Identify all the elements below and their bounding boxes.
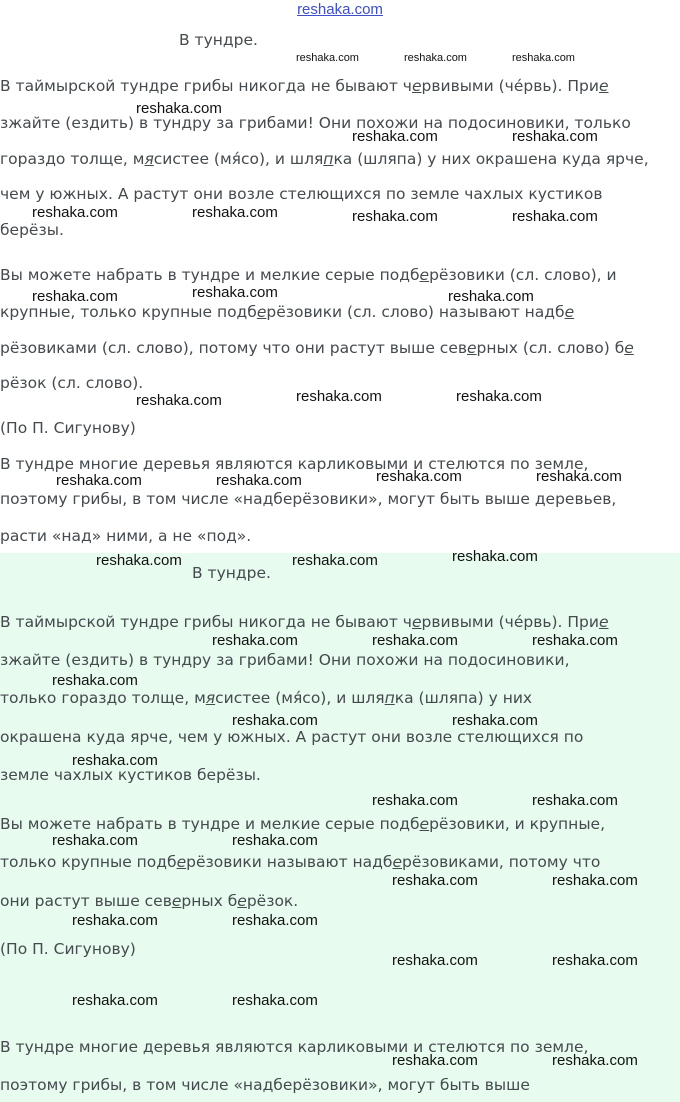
watermark: reshaka.com [552,1052,638,1069]
watermark: reshaka.com [72,992,158,1009]
inserted-letter: е [237,892,247,910]
watermark: reshaka.com [392,952,478,969]
watermark: reshaka.com [392,872,478,889]
watermark: reshaka.com [192,284,278,301]
section-title: В тундре. [192,564,271,582]
watermark: reshaka.com [216,472,302,489]
watermark: reshaka.com [456,388,542,405]
watermark: reshaka.com [296,388,382,405]
inserted-letter: п [323,150,334,168]
inserted-letter: е [624,339,634,357]
watermark: reshaka.com [32,204,118,221]
watermark: reshaka.com [512,128,598,145]
watermark: reshaka.com [352,208,438,225]
text-line: В таймырской тундре грибы никогда не бывают червивыми (че́рвь). Прие [0,613,609,631]
text-line: поэтому грибы, в том числе «надберёзовики», могут быть выше деревьев, [0,490,617,508]
inserted-letter: я [144,150,154,168]
inserted-letter: е [467,339,477,357]
text-line: Вы можете набрать в тундре и мелкие серые подберёзовики (сл. слово), и [0,266,617,284]
watermark: reshaka.com [192,204,278,221]
inserted-letter: е [256,303,267,321]
text-line: только гораздо толще, мясистее (мя́со), и шляпка (шляпа) у них [0,689,533,707]
watermark: reshaka.com [52,832,138,849]
watermark: reshaka.com [552,872,638,889]
site-link[interactable]: reshaka.com [297,1,383,18]
inserted-letter: е [419,815,430,833]
inserted-letter: п [384,689,395,707]
section-title: В тундре. [179,31,258,49]
watermark: reshaka.com [512,208,598,225]
source-credit: (По П. Сигунову) [0,419,136,437]
watermark: reshaka.com [532,632,618,649]
text-line: земле чахлых кустиков берёзы. [0,766,261,784]
watermark: reshaka.com [72,752,158,769]
watermark: reshaka.com [536,468,622,485]
watermark: reshaka.com [136,392,222,409]
inserted-letter: е [419,266,430,284]
text-line: окрашена куда ярче, чем у южных. А растут они возле стелющихся по [0,728,584,746]
watermark: reshaka.com [512,52,575,64]
watermark: reshaka.com [552,952,638,969]
text-line: В таймырской тундре грибы никогда не бывают червивыми (че́рвь). Прие [0,77,609,95]
inserted-letter: е [598,77,609,95]
watermark: reshaka.com [352,128,438,145]
watermark: reshaka.com [452,548,538,565]
text-line: чем у южных. А растут они возле стелющихся по земле чахлых кустиков [0,185,603,203]
watermark: reshaka.com [452,712,538,729]
inserted-letter: е [598,613,609,631]
watermark: reshaka.com [372,792,458,809]
watermark: reshaka.com [96,552,182,569]
text-line: только крупные подберёзовики называют надберёзовиками, потому что [0,853,601,871]
watermark: reshaka.com [404,52,467,64]
watermark: reshaka.com [32,288,118,305]
text-line: Вы можете набрать в тундре и мелкие серые подберёзовики, и крупные, [0,815,606,833]
watermark: reshaka.com [392,1052,478,1069]
watermark: reshaka.com [532,792,618,809]
inserted-letter: е [564,303,575,321]
watermark: reshaka.com [232,712,318,729]
watermark: reshaka.com [296,52,359,64]
text-line: они растут выше северных берёзок. [0,892,299,910]
watermark: reshaka.com [232,992,318,1009]
watermark: reshaka.com [372,632,458,649]
watermark: reshaka.com [212,632,298,649]
watermark: reshaka.com [232,832,318,849]
source-credit: (По П. Сигунову) [0,940,136,958]
inserted-letter: е [176,853,187,871]
watermark: reshaka.com [448,288,534,305]
watermark: reshaka.com [52,672,138,689]
watermark: reshaka.com [56,472,142,489]
text-line: В тундре многие деревья являются карликовыми и стелются по земле, [0,1038,589,1056]
text-line: рёзовиками (сл. слово), потому что они растут выше северных (сл. слово) бе [0,339,634,357]
text-line: зжайте (ездить) в тундру за грибами! Они похожи на подосиновики, только [0,114,631,132]
inserted-letter: е [411,77,422,95]
inserted-letter: е [411,613,422,631]
inserted-letter: я [205,689,216,707]
text-line: рёзок (сл. слово). [0,374,144,392]
text-line: гораздо толще, мясистее (мя́со), и шляпка (шляпа) у них окрашена куда ярче, [0,150,649,168]
watermark: reshaka.com [136,100,222,117]
watermark: reshaka.com [232,912,318,929]
text-line: расти «над» ними, а не «под». [0,527,252,545]
text-line: крупные, только крупные подберёзовики (сл. слово) называют надбе [0,303,575,321]
watermark: reshaka.com [292,552,378,569]
inserted-letter: е [171,892,182,910]
text-line: поэтому грибы, в том числе «надберёзовики», могут быть выше [0,1076,530,1094]
inserted-letter: е [392,853,402,871]
watermark: reshaka.com [376,468,462,485]
text-line: В тундре многие деревья являются карликовыми и стелются по земле, [0,455,589,473]
watermark: reshaka.com [72,912,158,929]
text-line: берёзы. [0,221,64,239]
text-line: зжайте (ездить) в тундру за грибами! Они похожи на подосиновики, [0,651,570,669]
